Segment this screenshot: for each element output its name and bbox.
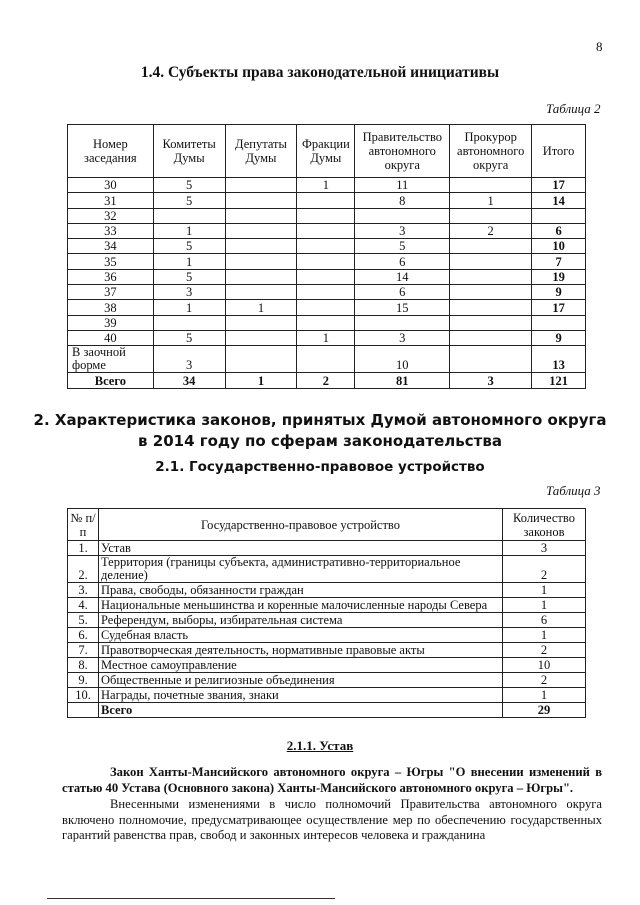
table-2-cell: 1 bbox=[297, 330, 355, 345]
table-3-row bbox=[68, 643, 586, 658]
table-2-cell: 5 bbox=[153, 330, 225, 345]
table-3-cell: 2 bbox=[503, 643, 586, 658]
table-2-cell bbox=[450, 285, 532, 300]
table-2-cell bbox=[153, 315, 225, 330]
table-2-row bbox=[68, 315, 586, 330]
table-2-cell: 34 bbox=[68, 239, 154, 254]
table-3-row bbox=[68, 556, 586, 583]
table-2-cell: 31 bbox=[68, 193, 154, 208]
table-2-cell bbox=[297, 300, 355, 315]
section-1-4-title: 1.4. Субъекты права законодательной инициативы bbox=[140, 64, 500, 81]
table-2-cell: 1 bbox=[450, 193, 532, 208]
table-3-cell: 6 bbox=[503, 613, 586, 628]
table-2-cell: 5 bbox=[153, 239, 225, 254]
table-2-cell: 2 bbox=[297, 373, 355, 388]
table-2-row bbox=[68, 223, 586, 238]
table-3-cell: Права, свободы, обязанности граждан bbox=[99, 583, 503, 598]
table-3-row bbox=[68, 541, 586, 556]
table-2-cell bbox=[225, 254, 297, 269]
table-2-cell bbox=[225, 208, 297, 223]
table-2-row bbox=[68, 330, 586, 345]
table-2-row bbox=[68, 178, 586, 193]
table-2-cell: 81 bbox=[355, 373, 450, 388]
table-3-cell: Всего bbox=[99, 703, 503, 718]
table-3-cell: 8. bbox=[68, 658, 99, 673]
table-2-cell bbox=[297, 208, 355, 223]
table-3-cell: 2. bbox=[68, 556, 99, 583]
table-2-cell bbox=[450, 208, 532, 223]
law-title-paragraph: Закон Ханты-Мансийского автономного округа – Югры "О внесении изменений в статью 40 Устава (Основного закона) Ханты-Мансийского автономного округа – Югры". bbox=[62, 765, 602, 795]
table-2-cell: 14 bbox=[355, 269, 450, 284]
table-2-header-cell: Прокурор автономного округа bbox=[450, 125, 532, 178]
table-2-cell bbox=[225, 239, 297, 254]
table-2-cell bbox=[225, 178, 297, 193]
table-2-cell bbox=[450, 269, 532, 284]
table-2-cell: 3 bbox=[355, 330, 450, 345]
section-2-title bbox=[0, 410, 640, 452]
table-2-cell bbox=[297, 223, 355, 238]
table-2-cell: 9 bbox=[532, 330, 586, 345]
table-3-total-row bbox=[68, 703, 586, 718]
table-2-cell bbox=[225, 315, 297, 330]
table-2-row bbox=[68, 269, 586, 284]
page-number: 8 bbox=[596, 39, 603, 54]
table-2-cell: 10 bbox=[355, 346, 450, 373]
table-2-header-cell: Комитеты Думы bbox=[153, 125, 225, 178]
table-3-row bbox=[68, 598, 586, 613]
table-2-cell: 3 bbox=[153, 285, 225, 300]
table-3-caption: Таблица 3 bbox=[546, 483, 601, 498]
table-2-cell bbox=[225, 346, 297, 373]
table-2-header-row bbox=[68, 125, 586, 178]
table-3-cell: 1 bbox=[503, 688, 586, 703]
table-2-cell bbox=[450, 300, 532, 315]
table-2-cell: 3 bbox=[355, 223, 450, 238]
table-2-cell bbox=[450, 254, 532, 269]
table-3-cell: 6. bbox=[68, 628, 99, 643]
table-2-cell bbox=[297, 254, 355, 269]
table-2-cell: Всего bbox=[68, 373, 154, 388]
section-2-title-line-2: в 2014 году по сферам законодательства bbox=[138, 432, 502, 450]
table-3-row bbox=[68, 583, 586, 598]
table-2-cell: 5 bbox=[153, 178, 225, 193]
table-3-cell: 2 bbox=[503, 556, 586, 583]
table-3-cell: 4. bbox=[68, 598, 99, 613]
table-2-header-cell: Фракции Думы bbox=[297, 125, 355, 178]
table-2-cell: 9 bbox=[532, 285, 586, 300]
table-2-cell: 30 bbox=[68, 178, 154, 193]
table-3-cell: 5. bbox=[68, 613, 99, 628]
table-3-header-row bbox=[68, 509, 586, 541]
table-2-cell: 3 bbox=[450, 373, 532, 388]
table-3-cell: 1 bbox=[503, 628, 586, 643]
table-3-cell: 7. bbox=[68, 643, 99, 658]
table-2-cell: 10 bbox=[532, 239, 586, 254]
table-2-cell: 33 bbox=[68, 223, 154, 238]
table-2-cell: 13 bbox=[532, 346, 586, 373]
table-2-cell bbox=[297, 346, 355, 373]
table-3-header-cell: Государственно-правовое устройство bbox=[99, 509, 503, 541]
section-2-title-line-1: 2. Характеристика законов, принятых Думой автономного округа bbox=[33, 411, 607, 429]
table-2-total-row bbox=[68, 373, 586, 388]
table-2-cell: 11 bbox=[355, 178, 450, 193]
table-2-cell: 19 bbox=[532, 269, 586, 284]
table-3-cell: 3. bbox=[68, 583, 99, 598]
table-2-cell: 17 bbox=[532, 178, 586, 193]
table-3-cell: Устав bbox=[99, 541, 503, 556]
table-3-header-cell: № п/п bbox=[68, 509, 99, 541]
table-2-caption: Таблица 2 bbox=[546, 101, 601, 116]
table-3-cell: Местное самоуправление bbox=[99, 658, 503, 673]
table-2-cell bbox=[355, 315, 450, 330]
table-3-cell: 10. bbox=[68, 688, 99, 703]
body-paragraph: Внесенными изменениями в число полномочий Правительства автономного округа включено полномочие, предусматривающее осуществление мер по обеспечению государственных гарантий равенства прав, свобод и законных интересов человека и гражданина bbox=[62, 797, 602, 842]
table-2-cell: 15 bbox=[355, 300, 450, 315]
table-2-row bbox=[68, 346, 586, 373]
table-2-cell bbox=[297, 285, 355, 300]
table-2-cell: 39 bbox=[68, 315, 154, 330]
table-2-cell: 40 bbox=[68, 330, 154, 345]
table-2-cell: 1 bbox=[153, 223, 225, 238]
table-2-cell bbox=[532, 208, 586, 223]
table-2-cell bbox=[225, 193, 297, 208]
table-3-cell: 10 bbox=[503, 658, 586, 673]
table-3-cell: Референдум, выборы, избирательная система bbox=[99, 613, 503, 628]
table-3-cell: 1. bbox=[68, 541, 99, 556]
table-2-cell bbox=[450, 330, 532, 345]
table-3-cell: 9. bbox=[68, 673, 99, 688]
table-2-cell bbox=[225, 223, 297, 238]
table-2-header-cell: Итого bbox=[532, 125, 586, 178]
table-2-cell bbox=[450, 178, 532, 193]
table-2-row bbox=[68, 285, 586, 300]
table-2-cell: 6 bbox=[532, 223, 586, 238]
table-2-cell: 2 bbox=[450, 223, 532, 238]
table-3-cell: Судебная власть bbox=[99, 628, 503, 643]
table-2-cell: 1 bbox=[225, 373, 297, 388]
table-2-header-cell: Депутаты Думы bbox=[225, 125, 297, 178]
table-3-cell: 1 bbox=[503, 583, 586, 598]
table-3-row bbox=[68, 613, 586, 628]
table-2-cell: 6 bbox=[355, 254, 450, 269]
table-2-cell: 1 bbox=[153, 300, 225, 315]
table-2-header-cell: Номер заседания bbox=[68, 125, 154, 178]
table-2-cell bbox=[225, 269, 297, 284]
table-2-cell: 32 bbox=[68, 208, 154, 223]
table-3-cell: 2 bbox=[503, 673, 586, 688]
section-2-1-1-title: 2.1.1. Устав bbox=[286, 738, 354, 753]
table-2-cell bbox=[225, 330, 297, 345]
table-2-cell bbox=[153, 208, 225, 223]
table-3-row bbox=[68, 658, 586, 673]
table-2-cell: 121 bbox=[532, 373, 586, 388]
table-3-row bbox=[68, 688, 586, 703]
table-2-cell: 38 bbox=[68, 300, 154, 315]
table-3-row bbox=[68, 628, 586, 643]
section-2-1-title: 2.1. Государственно-правовое устройство bbox=[155, 459, 485, 475]
table-2-cell bbox=[450, 239, 532, 254]
table-3-cell: 29 bbox=[503, 703, 586, 718]
table-3-cell: 1 bbox=[503, 598, 586, 613]
table-2-cell bbox=[297, 315, 355, 330]
table-2-cell: 5 bbox=[153, 269, 225, 284]
table-2-cell bbox=[532, 315, 586, 330]
table-2-header-cell: Правительство автономного округа bbox=[355, 125, 450, 178]
table-2-cell: 6 bbox=[355, 285, 450, 300]
table-2-cell bbox=[355, 208, 450, 223]
table-2-row bbox=[68, 254, 586, 269]
table-3-cell: Территория (границы субъекта, административно-территориальное деление) bbox=[99, 556, 503, 583]
table-2-cell: 1 bbox=[225, 300, 297, 315]
table-2-cell: 35 bbox=[68, 254, 154, 269]
table-3-cell bbox=[68, 703, 99, 718]
table-2-cell: 3 bbox=[153, 346, 225, 373]
table-2-cell: 34 bbox=[153, 373, 225, 388]
table-2-cell: 1 bbox=[153, 254, 225, 269]
table-3-row bbox=[68, 673, 586, 688]
table-2-row bbox=[68, 300, 586, 315]
table-2-cell: 5 bbox=[153, 193, 225, 208]
footnote-divider bbox=[47, 898, 335, 899]
table-2-cell: 5 bbox=[355, 239, 450, 254]
table-2-cell: 1 bbox=[297, 178, 355, 193]
table-2-cell: В заочной форме bbox=[68, 346, 154, 373]
table-2-cell bbox=[297, 239, 355, 254]
table-2-cell: 8 bbox=[355, 193, 450, 208]
table-3-header-cell: Количество законов bbox=[503, 509, 586, 541]
table-2-cell: 17 bbox=[532, 300, 586, 315]
table-3-cell: 3 bbox=[503, 541, 586, 556]
table-2-cell bbox=[450, 346, 532, 373]
table-2-cell: 36 bbox=[68, 269, 154, 284]
table-3-cell: Награды, почетные звания, знаки bbox=[99, 688, 503, 703]
table-3-cell: Правотворческая деятельность, нормативные правовые акты bbox=[99, 643, 503, 658]
table-2-cell: 14 bbox=[532, 193, 586, 208]
table-3 bbox=[67, 508, 586, 718]
table-2-cell bbox=[450, 315, 532, 330]
table-2-cell bbox=[297, 269, 355, 284]
table-2-row bbox=[68, 208, 586, 223]
table-2-row bbox=[68, 193, 586, 208]
table-3-cell: Общественные и религиозные объединения bbox=[99, 673, 503, 688]
table-2-row bbox=[68, 239, 586, 254]
table-2 bbox=[67, 124, 586, 389]
table-3-cell: Национальные меньшинства и коренные малочисленные народы Севера bbox=[99, 598, 503, 613]
table-2-cell: 7 bbox=[532, 254, 586, 269]
table-2-cell bbox=[225, 285, 297, 300]
table-2-cell: 37 bbox=[68, 285, 154, 300]
table-2-cell bbox=[297, 193, 355, 208]
